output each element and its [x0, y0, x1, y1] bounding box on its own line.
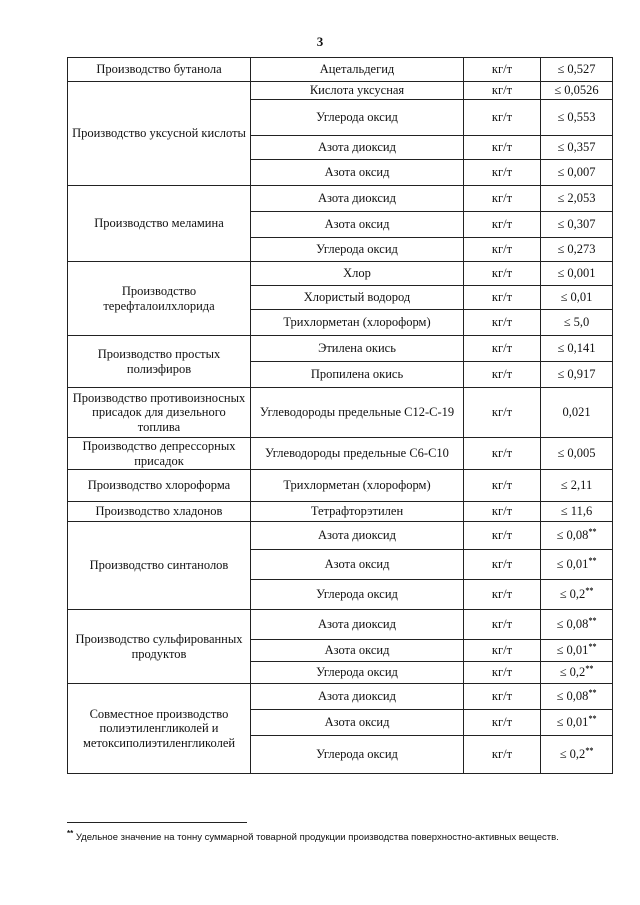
substance-cell: Ацетальдегид [251, 58, 464, 82]
value-cell [541, 136, 613, 160]
unit-cell: кг/т [464, 100, 541, 136]
substance-cell: Азота оксид [251, 640, 464, 662]
substance-cell: Азота диоксид [251, 136, 464, 160]
unit-cell: кг/т [464, 58, 541, 82]
limit-value: ≤ 0,08 [556, 617, 589, 632]
unit-cell: кг/т [464, 550, 541, 580]
unit-cell: кг/т [464, 160, 541, 186]
footnote-ref: ** [588, 714, 597, 724]
unit-cell: кг/т [464, 238, 541, 262]
value-cell [541, 362, 613, 388]
limit-value: ≤ 0,08 [556, 689, 589, 704]
table-body [68, 58, 613, 774]
unit-cell: кг/т [464, 470, 541, 502]
substance-cell: Азота оксид [251, 212, 464, 238]
emission-limits-table [67, 57, 613, 774]
value-cell [541, 662, 613, 684]
footnote-marker: ** [67, 828, 74, 838]
value-cell [541, 82, 613, 100]
value-cell [541, 550, 613, 580]
table-row [68, 522, 613, 550]
limit-value: ≤ 0,01 [556, 715, 589, 730]
limit-value: ≤ 0,2 [559, 747, 586, 762]
unit-cell: кг/т [464, 736, 541, 774]
table-row [68, 58, 613, 82]
footnote-divider [67, 822, 247, 823]
page-number: 3 [316, 34, 324, 49]
unit-cell: кг/т [464, 438, 541, 470]
table-row [68, 82, 613, 100]
substance-cell: Кислота уксусная [251, 82, 464, 100]
substance-cell: Хлористый водород [251, 286, 464, 310]
limit-value: ≤ 0,01 [556, 643, 589, 658]
substance-cell: Углерода оксид [251, 238, 464, 262]
value-cell [541, 100, 613, 136]
limit-value: ≤ 2,11 [560, 478, 593, 493]
substance-cell: Углеводороды предельные С6-С10 [251, 438, 464, 470]
production-cell: Производство простых полиэфиров [68, 336, 251, 388]
value-cell [541, 610, 613, 640]
unit-cell: кг/т [464, 286, 541, 310]
value-cell [541, 262, 613, 286]
unit-cell: кг/т [464, 580, 541, 610]
substance-cell: Углерода оксид [251, 736, 464, 774]
substance-cell: Углерода оксид [251, 580, 464, 610]
limit-value: ≤ 0,005 [557, 446, 596, 461]
footnote-ref: ** [588, 688, 597, 698]
unit-cell: кг/т [464, 186, 541, 212]
substance-cell: Азота диоксид [251, 684, 464, 710]
production-cell: Производство противоизносных присадок для дизельного топлива [68, 388, 251, 438]
limit-value: ≤ 11,6 [560, 504, 593, 519]
production-cell: Производство синтанолов [68, 522, 251, 610]
table-row [68, 470, 613, 502]
value-cell [541, 388, 613, 438]
value-cell [541, 580, 613, 610]
unit-cell: кг/т [464, 388, 541, 438]
limit-value: 0,021 [562, 405, 591, 420]
substance-cell: Углерода оксид [251, 100, 464, 136]
unit-cell: кг/т [464, 710, 541, 736]
value-cell [541, 470, 613, 502]
unit-cell: кг/т [464, 502, 541, 522]
unit-cell: кг/т [464, 640, 541, 662]
substance-cell: Азота оксид [251, 160, 464, 186]
table-row [68, 336, 613, 362]
unit-cell: кг/т [464, 610, 541, 640]
value-cell [541, 238, 613, 262]
footnote-ref: ** [588, 642, 597, 652]
unit-cell: кг/т [464, 522, 541, 550]
table-row [68, 186, 613, 212]
limit-value: ≤ 0,08 [556, 528, 589, 543]
limit-value: ≤ 0,01 [560, 290, 593, 305]
production-cell: Производство терефталоилхлорида [68, 262, 251, 336]
limit-value: ≤ 0,007 [557, 165, 596, 180]
table-row [68, 438, 613, 470]
unit-cell: кг/т [464, 136, 541, 160]
table-row [68, 502, 613, 522]
production-cell: Производство меламина [68, 186, 251, 262]
value-cell [541, 286, 613, 310]
limit-value: ≤ 5,0 [563, 315, 590, 330]
unit-cell: кг/т [464, 310, 541, 336]
value-cell [541, 336, 613, 362]
production-cell: Производство хлороформа [68, 470, 251, 502]
value-cell [541, 310, 613, 336]
limit-value: ≤ 0,307 [557, 217, 596, 232]
substance-cell: Трихлорметан (хлороформ) [251, 470, 464, 502]
value-cell [541, 710, 613, 736]
production-cell: Производство сульфированных продуктов [68, 610, 251, 684]
value-cell [541, 502, 613, 522]
value-cell [541, 438, 613, 470]
substance-cell: Трихлорметан (хлороформ) [251, 310, 464, 336]
limit-value: ≤ 0,2 [559, 665, 586, 680]
production-cell: Производство бутанола [68, 58, 251, 82]
production-cell: Производство хладонов [68, 502, 251, 522]
footnote-ref: ** [588, 616, 597, 626]
production-cell: Совместное производство полиэтиленгликолей и метоксиполиэтиленгликолей [68, 684, 251, 774]
unit-cell: кг/т [464, 82, 541, 100]
limit-value: ≤ 0,553 [557, 110, 596, 125]
limit-value: ≤ 0,01 [556, 557, 589, 572]
substance-cell: Азота диоксид [251, 522, 464, 550]
substance-cell: Углерода оксид [251, 662, 464, 684]
substance-cell: Углеводороды предельные С12-С-19 [251, 388, 464, 438]
footnote-ref: ** [588, 527, 597, 537]
limit-value: ≤ 0,2 [559, 587, 586, 602]
table-row [68, 610, 613, 640]
value-cell [541, 640, 613, 662]
substance-cell: Хлор [251, 262, 464, 286]
substance-cell: Азота диоксид [251, 610, 464, 640]
table-row [68, 388, 613, 438]
footnote-ref: ** [585, 586, 594, 596]
substance-cell: Пропилена окись [251, 362, 464, 388]
unit-cell: кг/т [464, 684, 541, 710]
value-cell [541, 58, 613, 82]
footnote-ref: ** [585, 664, 594, 674]
limit-value: ≤ 0,917 [557, 367, 596, 382]
table-row [68, 684, 613, 710]
footnote-ref: ** [585, 746, 594, 756]
production-cell: Производство уксусной кислоты [68, 82, 251, 186]
table-row [68, 262, 613, 286]
value-cell [541, 736, 613, 774]
substance-cell: Этилена окись [251, 336, 464, 362]
unit-cell: кг/т [464, 262, 541, 286]
substance-cell: Тетрафторэтилен [251, 502, 464, 522]
limit-value: ≤ 0,273 [557, 242, 596, 257]
unit-cell: кг/т [464, 362, 541, 388]
unit-cell: кг/т [464, 212, 541, 238]
value-cell [541, 684, 613, 710]
substance-cell: Азота оксид [251, 710, 464, 736]
limit-value: ≤ 0,357 [557, 140, 596, 155]
substance-cell: Азота диоксид [251, 186, 464, 212]
limit-value: ≤ 2,053 [557, 191, 596, 206]
value-cell [541, 212, 613, 238]
production-cell: Производство депрессорных присадок [68, 438, 251, 470]
unit-cell: кг/т [464, 336, 541, 362]
footnote [67, 828, 627, 843]
limit-value: ≤ 0,0526 [554, 83, 599, 98]
value-cell [541, 160, 613, 186]
limit-value: ≤ 0,001 [557, 266, 596, 281]
limit-value: ≤ 0,141 [557, 341, 596, 356]
footnote-text: Удельное значение на тонну суммарной товарной продукции производства поверхностно-активных веществ. [75, 832, 559, 843]
footnote-ref: ** [588, 556, 597, 566]
substance-cell: Азота оксид [251, 550, 464, 580]
value-cell [541, 186, 613, 212]
unit-cell: кг/т [464, 662, 541, 684]
value-cell [541, 522, 613, 550]
limit-value: ≤ 0,527 [557, 62, 596, 77]
